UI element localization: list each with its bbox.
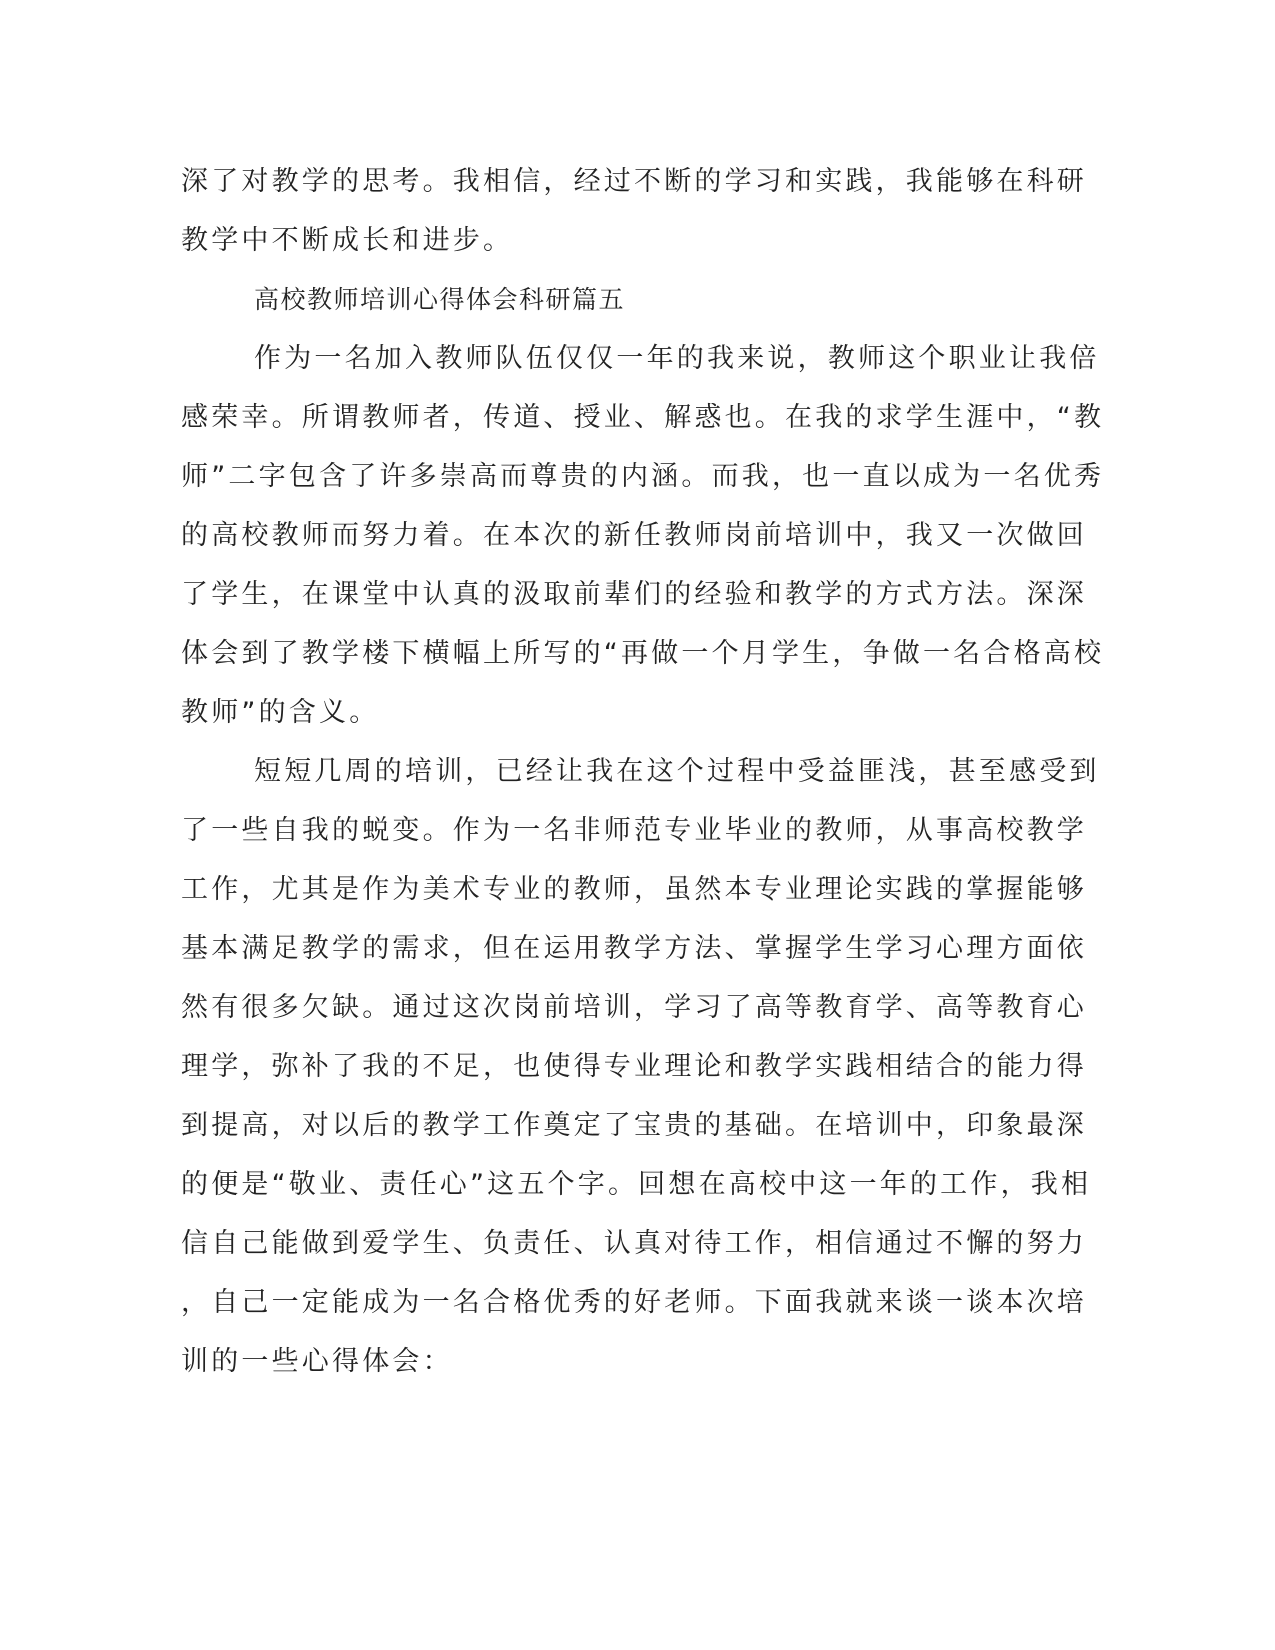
section-heading: 高校教师培训心得体会科研篇五 (254, 285, 626, 314)
paragraph-first-line: 作为一名加入教师队伍仅仅一年的我来说，教师这个职业让我倍 (254, 343, 1100, 374)
text-line: 理学，弥补了我的不足，也使得专业理论和教学实践相结合的能力得 (181, 1051, 1087, 1082)
text-line: 师”二字包含了许多崇高而尊贵的内涵。而我，也一直以成为一名优秀 (181, 461, 1105, 492)
text-line: 的高校教师而努力着。在本次的新任教师岗前培训中，我又一次做回 (181, 520, 1087, 551)
text-line: 信自己能做到爱学生、负责任、认真对待工作，相信通过不懈的努力 (181, 1228, 1087, 1259)
text-line: ，自己一定能成为一名合格优秀的好老师。下面我就来谈一谈本次培 (181, 1287, 1087, 1318)
text-line: 深了对教学的思考。我相信，经过不断的学习和实践，我能够在科研 (181, 166, 1087, 197)
text-line: 工作，尤其是作为美术专业的教师，虽然本专业理论实践的掌握能够 (181, 874, 1087, 905)
text-line: 了学生，在课堂中认真的汲取前辈们的经验和教学的方式方法。深深 (181, 579, 1087, 610)
text-line: 了一些自我的蜕变。作为一名非师范专业毕业的教师，从事高校教学 (181, 815, 1087, 846)
text-line: 的便是“敬业、责任心”这五个字。回想在高校中这一年的工作，我相 (181, 1169, 1092, 1200)
text-line: 体会到了教学楼下横幅上所写的“再做一个月学生，争做一名合格高校 (181, 638, 1105, 669)
text-line: 教师”的含义。 (181, 697, 380, 728)
text-line: 训的一些心得体会： (181, 1346, 453, 1377)
text-line: 到提高，对以后的教学工作奠定了宝贵的基础。在培训中，印象最深 (181, 1110, 1087, 1141)
text-line: 教学中不断成长和进步。 (181, 225, 514, 256)
text-line: 感荣幸。所谓教师者，传道、授业、解惑也。在我的求学生涯中，“教 (181, 402, 1105, 433)
text-line: 基本满足教学的需求，但在运用教学方法、掌握学生学习心理方面依 (181, 933, 1087, 964)
text-line: 然有很多欠缺。通过这次岗前培训，学习了高等教育学、高等教育心 (181, 992, 1087, 1023)
paragraph-first-line: 短短几周的培训，已经让我在这个过程中受益匪浅，甚至感受到 (254, 756, 1100, 787)
